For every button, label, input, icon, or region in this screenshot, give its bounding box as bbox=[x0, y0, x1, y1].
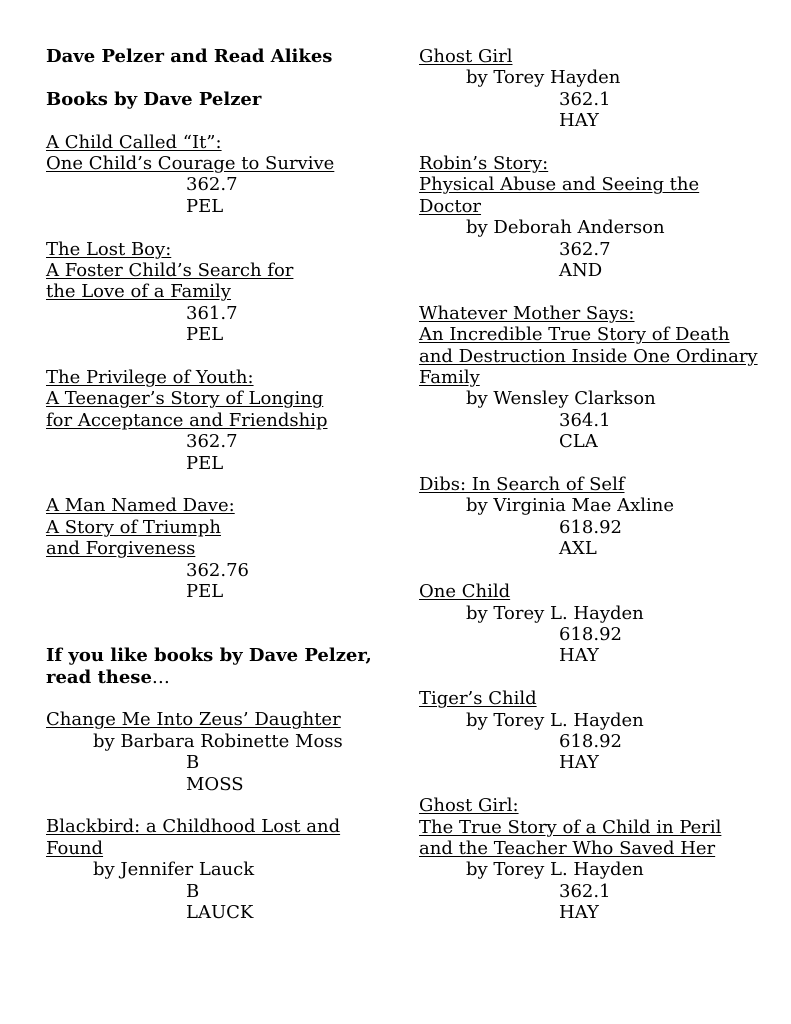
call-code: PEL bbox=[186, 195, 224, 217]
call-number: 362.7 bbox=[186, 174, 238, 196]
call-code: HAY bbox=[559, 752, 599, 774]
call-code: HAY bbox=[559, 645, 599, 667]
book-author: by Deborah Anderson bbox=[466, 217, 665, 239]
section-heading-readalikes bbox=[46, 645, 391, 688]
call-number: 362.7 bbox=[186, 431, 238, 453]
call-number: 361.7 bbox=[186, 302, 238, 324]
call-code: PEL bbox=[186, 324, 224, 346]
book-entry bbox=[46, 816, 391, 923]
book-entry bbox=[419, 474, 764, 560]
readalike-heading-ellipsis: … bbox=[151, 666, 170, 688]
book-title-line: Doctor bbox=[419, 195, 482, 217]
book-title-line: Blackbird: a Childhood Lost and bbox=[46, 816, 341, 838]
book-entry bbox=[46, 709, 391, 795]
page-title: Dave Pelzer and Read Alikes bbox=[46, 46, 333, 67]
book-title-line: A Foster Child’s Search for bbox=[46, 260, 294, 282]
call-code: PEL bbox=[186, 452, 224, 474]
call-code: PEL bbox=[186, 581, 224, 603]
right-column bbox=[419, 46, 764, 945]
book-entry bbox=[46, 367, 391, 474]
book-title-line: and Destruction Inside One Ordinary bbox=[419, 345, 758, 367]
book-author: by Torey L. Hayden bbox=[466, 859, 644, 881]
call-code: AND bbox=[559, 260, 603, 282]
book-title-line: Ghost Girl: bbox=[419, 795, 519, 817]
call-number: 618.92 bbox=[559, 730, 622, 752]
book-title-line: and the Teacher Who Saved Her bbox=[419, 837, 716, 859]
readalike-heading-line2: read these bbox=[46, 666, 152, 688]
book-title-line: Whatever Mother Says: bbox=[419, 302, 635, 324]
book-author: by Torey L. Hayden bbox=[466, 602, 644, 624]
book-author: by Torey Hayden bbox=[466, 67, 621, 89]
book-entry bbox=[419, 795, 764, 923]
book-title-line: The True Story of a Child in Peril bbox=[419, 816, 722, 838]
book-entry bbox=[419, 688, 764, 774]
readalike-heading-line1: If you like books by Dave Pelzer, bbox=[46, 645, 372, 667]
book-title-line: Ghost Girl bbox=[419, 46, 513, 67]
book-entry bbox=[419, 581, 764, 667]
book-title-line: Physical Abuse and Seeing the bbox=[419, 174, 700, 196]
book-entry bbox=[46, 132, 391, 218]
book-title-line: One Child bbox=[419, 581, 511, 603]
book-entry bbox=[46, 495, 391, 602]
call-code: CLA bbox=[559, 431, 598, 453]
book-title-line: for Acceptance and Friendship bbox=[46, 409, 328, 431]
call-number: 362.7 bbox=[559, 238, 611, 260]
pelzer-book-list bbox=[46, 132, 391, 603]
book-author: by Torey L. Hayden bbox=[466, 709, 644, 731]
book-title-line: An Incredible True Story of Death bbox=[419, 324, 730, 346]
section-heading-pelzer-books: Books by Dave Pelzer bbox=[46, 88, 262, 110]
book-title-line: and Forgiveness bbox=[46, 538, 196, 560]
book-title-line: A Story of Triumph bbox=[46, 516, 221, 538]
book-author: by Barbara Robinette Moss bbox=[93, 730, 343, 752]
call-code: AXL bbox=[559, 538, 597, 560]
book-entry bbox=[419, 153, 764, 281]
book-title-line: The Lost Boy: bbox=[46, 238, 172, 260]
book-title-line: One Child’s Courage to Survive bbox=[46, 153, 335, 174]
call-code: HAY bbox=[559, 110, 599, 132]
call-number: 362.1 bbox=[559, 88, 611, 110]
book-title-line: A Teenager’s Story of Longing bbox=[46, 388, 324, 410]
book-title-line: A Child Called “It”: bbox=[46, 131, 222, 153]
call-number: 618.92 bbox=[559, 623, 622, 645]
call-number: B bbox=[186, 752, 200, 774]
call-number: 618.92 bbox=[559, 516, 622, 538]
book-entry bbox=[419, 46, 764, 132]
book-title-line: A Man Named Dave: bbox=[46, 495, 235, 517]
call-number: 362.76 bbox=[186, 559, 249, 581]
book-entry bbox=[419, 303, 764, 453]
call-code: HAY bbox=[559, 902, 599, 924]
right-readalike-list bbox=[419, 46, 764, 924]
book-title-line: Tiger’s Child bbox=[419, 688, 537, 710]
book-author: by Wensley Clarkson bbox=[466, 388, 656, 410]
book-title-line: the Love of a Family bbox=[46, 281, 231, 303]
book-title-line: Robin’s Story: bbox=[419, 153, 549, 175]
book-title-line: The Privilege of Youth: bbox=[46, 367, 254, 389]
book-title-line: Family bbox=[419, 367, 480, 389]
book-author: by Jennifer Lauck bbox=[93, 859, 255, 881]
book-author: by Virginia Mae Axline bbox=[466, 495, 674, 517]
book-title-line: Found bbox=[46, 837, 104, 859]
call-number: 362.1 bbox=[559, 880, 611, 902]
call-code: LAUCK bbox=[186, 902, 254, 924]
call-code: MOSS bbox=[186, 773, 244, 795]
book-entry bbox=[46, 239, 391, 346]
call-number: B bbox=[186, 880, 200, 902]
book-title-line: Change Me Into Zeus’ Daughter bbox=[46, 709, 341, 731]
left-column bbox=[46, 46, 391, 945]
book-title-line: Dibs: In Search of Self bbox=[419, 474, 625, 496]
call-number: 364.1 bbox=[559, 409, 611, 431]
left-readalike-list bbox=[46, 709, 391, 923]
